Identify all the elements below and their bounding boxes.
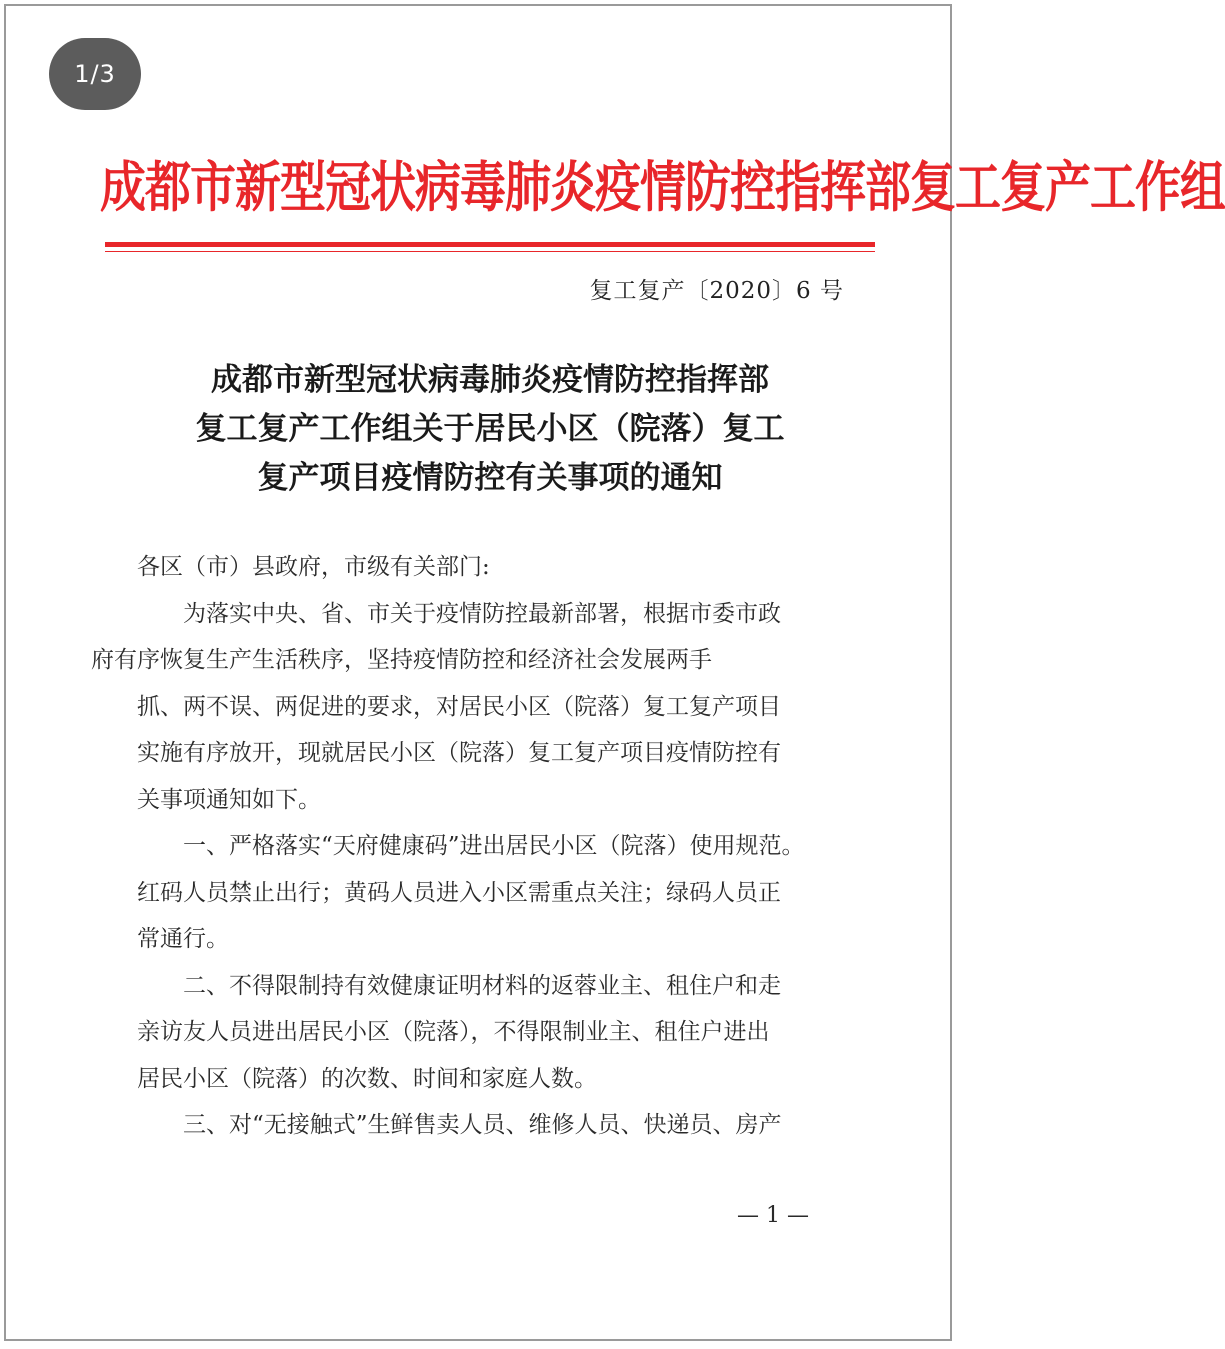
document-title-line: 复工复产工作组关于居民小区（院落）复工 bbox=[195, 411, 785, 447]
document-body bbox=[91, 544, 847, 1149]
paragraph-line: 抓、两不误、两促进的要求，对居民小区（院落）复工复产项目 bbox=[137, 693, 781, 720]
document-number: 复工复产〔2020〕6 号 bbox=[589, 278, 844, 304]
page-indicator-badge: 1/3 bbox=[49, 38, 141, 110]
paragraph-line: 府有序恢复生产生活秩序，坚持疫情防控和经济社会发展两手 bbox=[91, 647, 712, 673]
paragraph-line: 居民小区（院落）的次数、时间和家庭人数。 bbox=[137, 1065, 597, 1092]
paragraph-line: 关事项通知如下。 bbox=[137, 786, 321, 813]
paragraph-line: 二、不得限制持有效健康证明材料的返蓉业主、租住户和走 bbox=[183, 972, 781, 999]
paragraph-line: 亲访友人员进出居民小区（院落），不得限制业主、租住户进出 bbox=[137, 1019, 770, 1045]
paragraph-item-1 bbox=[137, 823, 847, 963]
paragraph-line: 三、对“无接触式”生鲜售卖人员、维修人员、快递员、房产 bbox=[183, 1112, 782, 1138]
paragraph-line: 为落实中央、省、市关于疫情防控最新部署，根据市委市政 bbox=[183, 600, 781, 627]
page-number: — 1 — bbox=[737, 1203, 809, 1228]
letterhead-rule-thin bbox=[105, 251, 875, 252]
document-title bbox=[100, 356, 880, 503]
letterhead-rule bbox=[105, 242, 875, 247]
salutation: 各区（市）县政府，市级有关部门: bbox=[137, 554, 490, 580]
document-title-line: 复产项目疫情防控有关事项的通知 bbox=[257, 460, 723, 496]
paragraph-line: 实施有序放开，现就居民小区（院落）复工复产项目疫情防控有 bbox=[137, 740, 781, 766]
paragraph-intro bbox=[91, 591, 847, 824]
paragraph-item-3 bbox=[137, 1102, 847, 1149]
document-title-line: 成都市新型冠状病毒肺炎疫情防控指挥部 bbox=[211, 362, 769, 398]
paragraph-line: 常通行。 bbox=[137, 926, 229, 952]
paragraph-line: 一、严格落实“天府健康码”进出居民小区（院落）使用规范。 bbox=[183, 833, 805, 859]
paragraph-item-2 bbox=[137, 963, 847, 1103]
paragraph-line: 红码人员禁止出行；黄码人员进入小区需重点关注；绿码人员正 bbox=[137, 879, 781, 906]
letterhead-title: 成都市新型冠状病毒肺炎疫情防控指挥部复工复产工作组 bbox=[100, 155, 1225, 219]
